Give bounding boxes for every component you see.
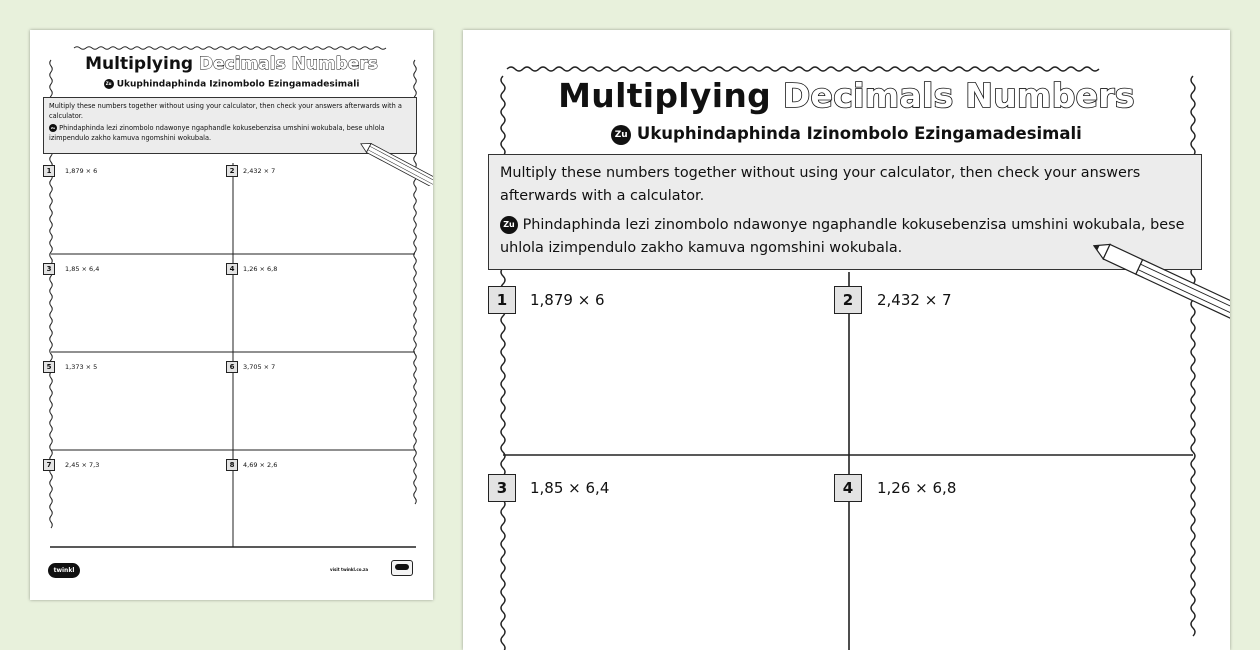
title-outline: Decimals Numbers bbox=[199, 54, 378, 74]
worksheet-thumbnail bbox=[30, 30, 433, 600]
question-number: 3 bbox=[43, 263, 55, 275]
worksheet-zoomed bbox=[463, 30, 1230, 650]
zulu-badge: Zu bbox=[104, 79, 114, 89]
subtitle-row bbox=[463, 124, 1230, 145]
question-expression: 1,373 × 5 bbox=[65, 363, 98, 371]
question-expression: 1,85 × 6,4 bbox=[65, 265, 100, 273]
question-expression: 4,69 × 2,6 bbox=[243, 461, 278, 469]
zulu-badge-small: Zu bbox=[500, 216, 518, 234]
instruction-zu-row bbox=[500, 214, 1190, 260]
question-expression: 1,26 × 6,8 bbox=[243, 265, 278, 273]
title-outline: Decimals Numbers bbox=[782, 76, 1135, 115]
pencil-illustration bbox=[1093, 236, 1230, 326]
question-number: 4 bbox=[834, 474, 862, 502]
instruction-en: Multiply these numbers together without using your calculator, then check your answers afterwards with a calculator. bbox=[49, 102, 402, 120]
subtitle: Ukuphindaphinda Izinombolo Ezingamadesimali bbox=[636, 124, 1082, 143]
question-expression: 1,879 × 6 bbox=[530, 291, 605, 309]
question-expression: 2,432 × 7 bbox=[243, 167, 276, 175]
question-grid-lines bbox=[30, 30, 433, 600]
question-number: 3 bbox=[488, 474, 516, 502]
subtitle: Ukuphindaphinda Izinombolo Ezingamadesimali bbox=[116, 79, 360, 90]
question-expression: 3,705 × 7 bbox=[243, 363, 276, 371]
wavy-border-top bbox=[507, 67, 1099, 71]
question-number: 6 bbox=[226, 361, 238, 373]
question-expression: 1,85 × 6,4 bbox=[530, 479, 610, 497]
title-plain: Multiplying bbox=[85, 54, 194, 74]
wavy-border-frame-large bbox=[463, 30, 1230, 650]
footer-badge-icon bbox=[391, 560, 413, 576]
title-plain: Multiplying bbox=[558, 76, 772, 115]
footer-url: visit twinkl.co.za bbox=[330, 567, 369, 572]
question-number: 4 bbox=[226, 263, 238, 275]
instruction-en: Multiply these numbers together without using your calculator, then check your answers afterwards with a calculator. bbox=[500, 165, 1141, 204]
question-number: 8 bbox=[226, 459, 238, 471]
question-number: 5 bbox=[43, 361, 55, 373]
page-title bbox=[463, 76, 1230, 115]
instruction-zu: Phindaphinda lezi zinombolo ndawonye ngaphandle kokusebenzisa umshini wokubala, bese uhlola izimpendulo zakho kamuva ngomshini wokubala. bbox=[500, 217, 1185, 256]
question-number: 2 bbox=[834, 286, 862, 314]
question-expression: 1,879 × 6 bbox=[65, 167, 98, 175]
question-expression: 2,45 × 7,3 bbox=[65, 461, 100, 469]
zulu-badge: Zu bbox=[611, 125, 631, 145]
question-expression: 1,26 × 6,8 bbox=[877, 479, 957, 497]
question-number: 1 bbox=[43, 165, 55, 177]
question-number: 7 bbox=[43, 459, 55, 471]
instruction-zu: Phindaphinda lezi zinombolo ndawonye ngaphandle kokusebenzisa umshini wokubala, bese uhlola izimpendulo zakho kamuva ngomshini wokubala. bbox=[49, 124, 385, 142]
question-number: 1 bbox=[488, 286, 516, 314]
question-number: 2 bbox=[226, 165, 238, 177]
twinkl-logo: twinkl bbox=[48, 563, 80, 578]
question-expression: 2,432 × 7 bbox=[877, 291, 952, 309]
zulu-badge-small: Zu bbox=[50, 126, 56, 130]
